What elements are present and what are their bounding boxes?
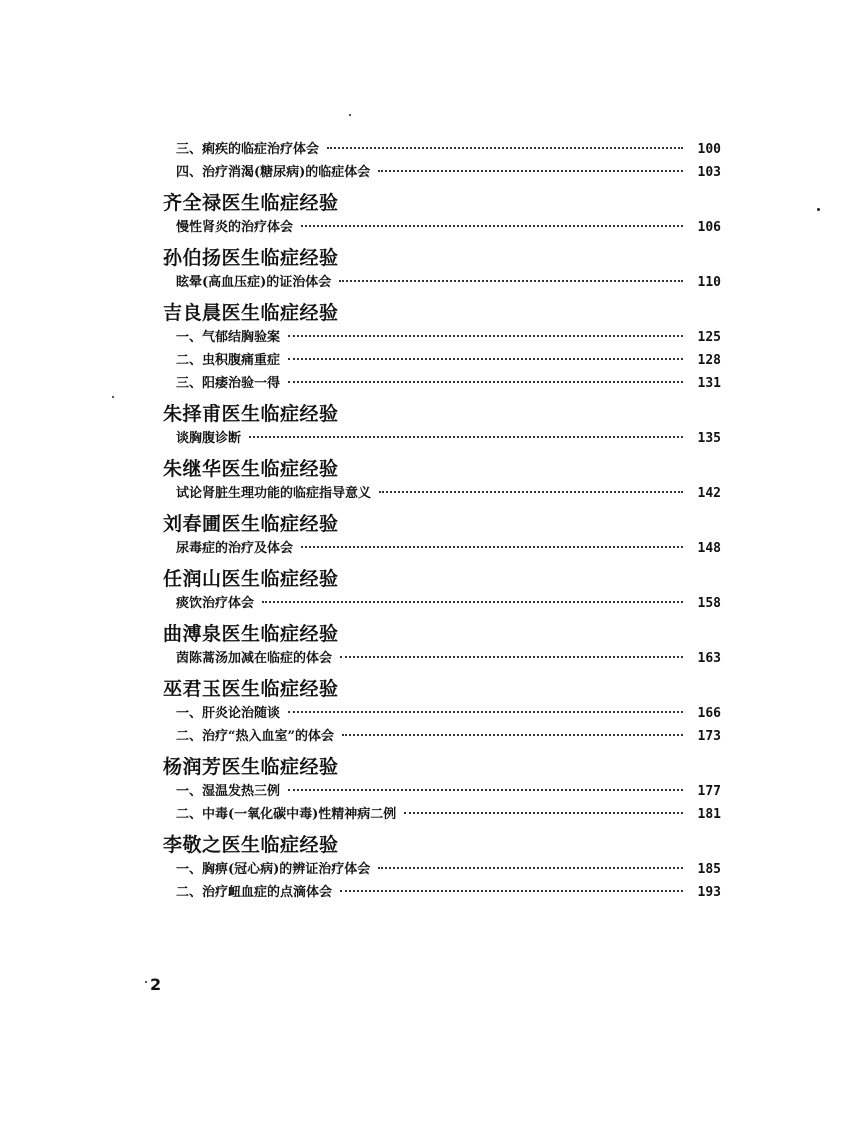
toc-entry-title: 二、治疗“热入血室”的体会 <box>176 729 334 744</box>
dot-leader <box>262 601 683 603</box>
section-heading: 李敬之医生临症经验 <box>163 834 339 856</box>
toc-entry[interactable] <box>163 858 723 881</box>
toc-entry-page: 173 <box>697 729 721 744</box>
toc-section <box>163 566 723 615</box>
toc-entry-page: 148 <box>697 541 721 556</box>
toc-entry-page: 128 <box>697 353 721 368</box>
dot-leader <box>404 812 683 814</box>
table-of-contents <box>163 138 723 904</box>
toc-entry-title: 谈胸腹诊断 <box>176 431 242 446</box>
section-heading: 任润山医生临症经验 <box>163 568 339 590</box>
toc-entry-page: 106 <box>697 220 721 235</box>
page-number: 2 <box>150 975 162 994</box>
toc-entry[interactable] <box>163 702 723 725</box>
toc-section <box>163 621 723 670</box>
toc-entry[interactable] <box>163 592 723 615</box>
toc-entry[interactable] <box>163 537 723 560</box>
toc-entry-page: 193 <box>697 885 721 900</box>
dot-leader <box>327 147 683 149</box>
toc-entry[interactable] <box>163 780 723 803</box>
dot-leader <box>249 436 683 438</box>
dot-leader <box>340 656 683 658</box>
toc-section <box>163 754 723 826</box>
toc-entry[interactable] <box>163 725 723 748</box>
dot-leader <box>288 358 683 360</box>
toc-entry-title: 茵陈蒿汤加减在临症的体会 <box>176 651 333 666</box>
toc-section <box>163 456 723 505</box>
dot-leader <box>379 491 683 493</box>
toc-section <box>163 832 723 904</box>
toc-entry-title: 尿毒症的治疗及体会 <box>176 541 294 556</box>
scan-speck <box>145 981 147 983</box>
toc-entry-title: 眩晕(高血压症)的证治体会 <box>176 275 332 290</box>
dot-leader <box>301 546 683 548</box>
toc-entry[interactable] <box>163 482 723 505</box>
toc-entry[interactable] <box>163 271 723 294</box>
toc-entry-title: 一、湿温发热三例 <box>176 784 281 799</box>
toc-entry[interactable] <box>163 326 723 349</box>
toc-section <box>163 401 723 450</box>
toc-entry-title: 三、阳痿治验一得 <box>176 376 281 391</box>
toc-entry-page: 181 <box>697 807 721 822</box>
scan-speck <box>112 396 114 398</box>
toc-entry-title: 一、肝炎论治随谈 <box>176 706 281 721</box>
section-heading: 曲溥泉医生临症经验 <box>163 623 339 645</box>
section-heading: 巫君玉医生临症经验 <box>163 678 339 700</box>
dot-leader <box>288 789 683 791</box>
toc-entry-page: 131 <box>697 376 721 391</box>
dot-leader <box>288 711 683 713</box>
toc-entry-title: 慢性肾炎的治疗体会 <box>176 220 294 235</box>
toc-entry-page: 100 <box>697 142 721 157</box>
dot-leader <box>342 734 683 736</box>
toc-entry[interactable] <box>163 161 723 184</box>
toc-entry[interactable] <box>163 138 723 161</box>
toc-entry-page: 177 <box>697 784 721 799</box>
toc-entry[interactable] <box>163 803 723 826</box>
dot-leader <box>301 225 683 227</box>
toc-entry-title: 二、虫积腹痛重症 <box>176 353 281 368</box>
section-heading: 刘春圃医生临症经验 <box>163 513 339 535</box>
section-heading: 朱择甫医生临症经验 <box>163 403 339 425</box>
dot-leader <box>288 381 683 383</box>
toc-section <box>163 300 723 395</box>
toc-entry-title: 二、中毒(一氧化碳中毒)性精神病二例 <box>176 807 397 822</box>
toc-section <box>163 676 723 748</box>
dot-leader <box>340 890 683 892</box>
section-heading: 吉良晨医生临症经验 <box>163 302 339 324</box>
toc-entry-title: 二、治疗衄血症的点滴体会 <box>176 885 333 900</box>
toc-entry-page: 185 <box>697 862 721 877</box>
dot-leader <box>378 867 683 869</box>
dot-leader <box>339 280 683 282</box>
toc-entry-page: 103 <box>697 165 721 180</box>
toc-entry-title: 一、气郁结胸验案 <box>176 330 281 345</box>
toc-entry[interactable] <box>163 881 723 904</box>
toc-section <box>163 245 723 294</box>
section-heading: 朱继华医生临症经验 <box>163 458 339 480</box>
toc-entry[interactable] <box>163 349 723 372</box>
toc-entry-title: 一、胸痹(冠心病)的辨证治疗体会 <box>176 862 371 877</box>
toc-entry-title: 三、痢疾的临症治疗体会 <box>176 142 320 157</box>
toc-entry-title: 痰饮治疗体会 <box>176 596 255 611</box>
toc-entry-page: 135 <box>697 431 721 446</box>
scan-speck <box>349 114 351 116</box>
toc-entry-page: 163 <box>697 651 721 666</box>
toc-section <box>163 138 723 184</box>
toc-entry[interactable] <box>163 427 723 450</box>
dot-leader <box>378 170 683 172</box>
toc-entry-page: 158 <box>697 596 721 611</box>
toc-section <box>163 190 723 239</box>
toc-entry-page: 110 <box>697 275 721 290</box>
toc-entry-title: 试论肾脏生理功能的临症指导意义 <box>176 486 372 501</box>
toc-entry-page: 125 <box>697 330 721 345</box>
dot-leader <box>288 335 683 337</box>
section-heading: 杨润芳医生临症经验 <box>163 756 339 778</box>
toc-entry-page: 142 <box>697 486 721 501</box>
toc-entry-page: 166 <box>697 706 721 721</box>
toc-entry-title: 四、治疗消渴(糖尿病)的临症体会 <box>176 165 371 180</box>
toc-entry[interactable] <box>163 372 723 395</box>
section-heading: 齐全禄医生临症经验 <box>163 192 339 214</box>
scan-speck <box>817 208 820 211</box>
toc-entry[interactable] <box>163 216 723 239</box>
toc-entry[interactable] <box>163 647 723 670</box>
toc-section <box>163 511 723 560</box>
section-heading: 孙伯扬医生临症经验 <box>163 247 339 269</box>
